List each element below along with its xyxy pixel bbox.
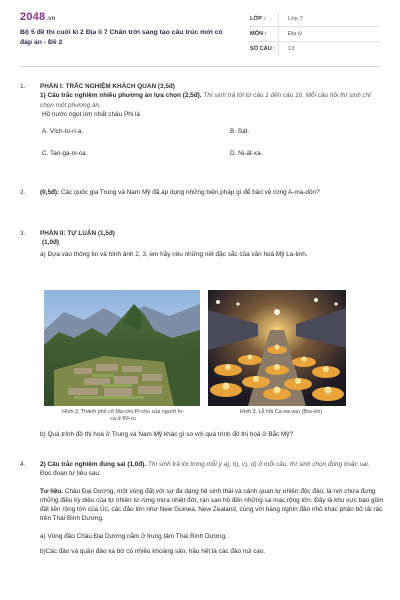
question-text: Các quốc gia Trung và Nam Mỹ đã áp dụng những biện pháp gì để bảo vệ rừng A-ma-dôn?	[60, 189, 320, 196]
reading-intro: Đọc đoạn tư liệu sau:	[40, 470, 101, 478]
meta-row-count	[250, 42, 380, 57]
meta-value: 13	[288, 46, 295, 53]
question-part-b: b) Quá trình đô thị hoá ở Trung và Nam Mỹ khác gì so với quá trình đô thị hoá ở Bắc Mỹ?	[40, 431, 294, 438]
meta-label: MÔN :	[250, 30, 267, 37]
passage-text: Châu Đại Dương, một vùng đất với sự đa dạng hệ sinh thái và cảnh quan tự nhiên độc đáo, là nơi chứa đựng những điều kỳ diệu của tự nhiên từ rừng mưa nhiệt đới, rạn san hô đến những sa mạc rộng lớn. Đây là khu vực bao gồm đất liền rộng lớn của Úc, các đảo lớn như New Guinea, New Zealand, cùng với hàng nghìn đảo nhỏ khác phân bố rải rác trên Thái Bình Dương.	[40, 487, 384, 523]
options	[40, 125, 385, 163]
question-points: (1,0đ)	[42, 239, 60, 247]
instruction-italic: Thí sinh trả lời trong mỗi ý a), b), c), d) ở mỗi câu, thí sinh chọn đúng hoặc sai.	[147, 461, 370, 468]
section-title: PHẦN I: TRẮC NGHIỆM KHÁCH QUAN (3,5đ)	[40, 83, 175, 90]
option-b[interactable]: B. Sát.	[230, 128, 250, 136]
section-title: PHẦN II: TỰ LUẬN (1,5đ)	[40, 230, 115, 237]
meta-label: SỐ CÂU :	[250, 46, 276, 53]
meta-label: LỚP :	[250, 15, 266, 22]
figure-3-caption: Hình 3. Lễ hội Ca-na-van (Bra-xin)	[239, 409, 323, 415]
option-c[interactable]: C. Tan-ga-ni-ca.	[42, 150, 88, 158]
option-d[interactable]: D. Ni-át-xa.	[230, 150, 263, 158]
passage-label: Tư liệu.	[40, 487, 64, 495]
instruction-bold: 2) Câu trắc nghiệm đúng sai (1,0đ).	[40, 461, 147, 468]
question-instruction	[40, 460, 385, 469]
question-number: 4.	[20, 461, 26, 468]
site-logo[interactable]: 2048.vn	[20, 11, 56, 23]
question-instruction	[40, 91, 385, 110]
statement-b: b)Các đảo và quần đảo xa bờ có nhiều khoáng sản, hầu hết là các đảo núi cao.	[40, 547, 266, 555]
instruction-bold: 1) Câu trắc nghiệm nhiều phương án lựa chọn (2,5đ).	[40, 92, 202, 100]
meta-row-subject	[250, 27, 380, 42]
header	[0, 0, 400, 74]
carnival-image	[208, 290, 346, 406]
meta-value: Địa lý	[288, 30, 302, 37]
reading-passage	[40, 487, 385, 524]
machu-picchu-image	[44, 290, 200, 406]
question-body	[40, 229, 385, 259]
meta-table	[250, 12, 380, 57]
figure-2-caption: Hình 2. Thành phố cổ Ma-chu Pi-chu của người In-ca ở Pê-ru	[62, 409, 184, 423]
question-number: 3.	[20, 230, 26, 237]
document-title: Bộ 5 đề thi cuối kì 2 Địa lí 7 Chân trời sáng tạo cấu trúc mới có đáp án - Đề 2	[20, 29, 223, 46]
question-number: 1.	[20, 83, 26, 90]
instruction-italic: Thí sinh trả lời từ câu 1 đến câu 10. Mỗi câu hỏi thí sinh chỉ chọn một phương án.	[40, 92, 371, 109]
question-body	[40, 430, 385, 439]
meta-value: Lớp 7	[288, 15, 303, 22]
question-part-a: a) Dựa vào thông tin và hình ảnh 2, 3, em hãy nêu những nét đặc sắc của văn hoá Mỹ La-tinh.	[40, 250, 308, 258]
option-a[interactable]: A. Vích-to-ri-a.	[42, 128, 84, 136]
statement-a: a) Vùng đảo Châu Đại Dương nằm ở trung tâm Thái Bình Dương.	[40, 532, 227, 540]
question-points: (0,5đ):	[40, 189, 60, 196]
header-divider	[20, 66, 380, 67]
meta-row-grade	[250, 12, 380, 27]
question-number: 2.	[20, 189, 26, 196]
question-body	[40, 82, 385, 163]
question-text: Hồ nước ngọt lớn nhất châu Phi là	[42, 110, 140, 118]
question-body	[40, 460, 385, 556]
question-body	[40, 188, 385, 197]
